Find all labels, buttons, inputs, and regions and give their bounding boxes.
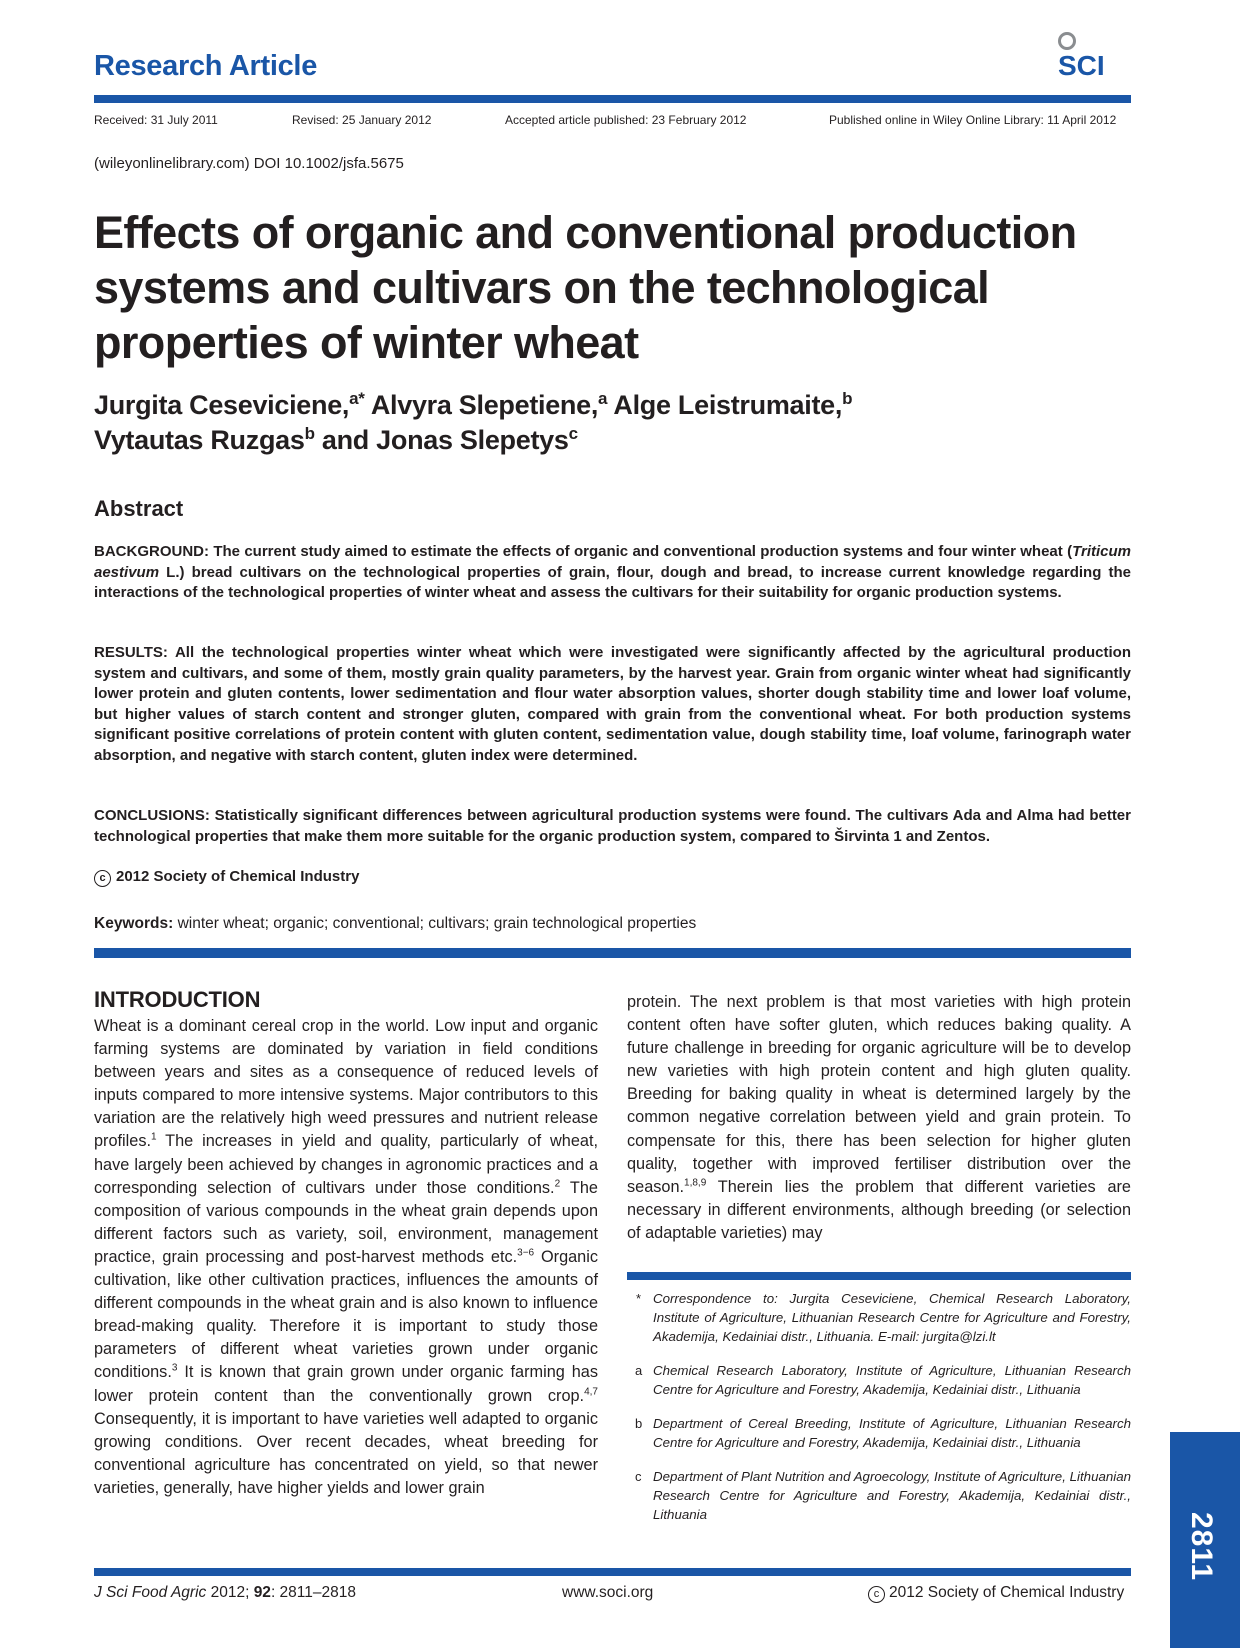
body-text: Wheat is a dominant cereal crop in the world. Low input and organic farming systems are dominated by variation in field conditions between years and sites as a consequence of reduced levels of inputs compared to more intensive systems. Major contributors to this variation are the relatively high weed pressures and nutrient release profiles. — [94, 1017, 598, 1151]
footnote-marker: c — [635, 1469, 642, 1484]
website-link[interactable]: www.soci.org — [562, 1584, 654, 1601]
received-date: Received: 31 July 2011 — [94, 113, 218, 127]
footnote-text: Correspondence to: Jurgita Ceseviciene, Chemical Research Laboratory, Institute of Agriculture, Lithuanian Research Centre for Agriculture and Forestry, Akademija, Kedainiai distr., Lithuania. E-mail: jurgita@lzi.lt — [653, 1291, 1131, 1344]
logo-ring-icon — [1058, 32, 1076, 50]
journal-year: 2012; — [206, 1584, 254, 1601]
citation-ref[interactable]: 3 — [171, 1362, 178, 1374]
article-type-heading: Research Article — [94, 50, 318, 82]
footnote-text: Department of Plant Nutrition and Agroecology, Institute of Agriculture, Lithuanian Research Centre for Agriculture and Forestry, Akademija, Kedainiai distr., Lithuania — [653, 1469, 1131, 1522]
results-label: RESULTS: — [94, 644, 168, 661]
author-name: and Jonas Slepetys — [321, 425, 569, 455]
header-rule — [94, 95, 1131, 103]
author-name: Alvyra Slepetiene, — [370, 390, 599, 420]
copyright-text: 2012 Society of Chemical Industry — [116, 868, 360, 885]
footnote-marker: b — [635, 1416, 643, 1431]
footnote-text: Department of Cereal Breeding, Institute of Agriculture, Lithuanian Research Centre for Agriculture and Forestry, Akademija, Kedainiai distr., Lithuania — [653, 1416, 1131, 1450]
body-text: The composition of various compounds in the wheat grain depends upon different factors such as variety, soil, environment, management practice, grain processing and post-harvest methods etc. — [94, 1178, 598, 1266]
footnote-rule — [627, 1272, 1131, 1280]
journal-citation — [94, 1584, 356, 1602]
body-text: Consequently, it is important to have varieties well adapted to organic growing conditions. Over recent decades, wheat breeding for conventional agriculture has concentrated on yield, so that newer varieties, generally, have higher yields and lower grain — [94, 1409, 598, 1497]
copyright-text: 2012 Society of Chemical Industry — [889, 1584, 1125, 1601]
journal-volume: 92 — [253, 1584, 271, 1601]
citation-ref[interactable]: 3−6 — [517, 1247, 535, 1259]
citation-ref[interactable]: 1 — [151, 1132, 157, 1144]
background-text-a: The current study aimed to estimate the effects of organic and conventional production systems and four winter wheat ( — [213, 543, 1073, 560]
footnote-marker: a — [635, 1363, 643, 1378]
journal-name: J Sci Food Agric — [94, 1584, 207, 1601]
abstract-heading: Abstract — [94, 496, 184, 521]
background-text-b: L.) bread cultivars on the technological properties of grain, flour, dough and bread, to increase current knowledge regarding the interactions of the technological properties of winter wheat and assess the cultivars for their suitability for organic production systems. — [94, 563, 1131, 601]
body-text: Therein lies the problem that different varieties are necessary in different environments, although breeding (or selection of adaptable varieties) may — [627, 1177, 1131, 1242]
author-name: Jurgita Ceseviciene, — [94, 390, 350, 420]
author-name: Vytautas Ruzgas — [94, 425, 305, 455]
sci-logo — [1052, 30, 1142, 82]
results-text: All the technological properties winter wheat which were investigated were significantly affected by the agricultural production system and cultivars, and some of them, mostly grain quality parameters, by the harvest year. Grain from organic winter wheat had significantly lower protein and gluten contents, lower sedimentation and flour water absorption values, shorter dough stability time and lower loaf volume, but higher values of starch content and stronger gluten, compared with grain from the conventional wheat. For both production systems significant positive correlations of protein content with gluten content, sedimentation value, dough stability time, loaf volume, farinograph water absorption, and negative with starch content, gluten index were determined. — [94, 644, 1131, 764]
abstract-background — [94, 542, 1131, 604]
introduction-left-column — [94, 1015, 598, 1500]
abstract-conclusions — [94, 806, 1131, 847]
abstract-results — [94, 643, 1131, 766]
author-name: Alge Leistrumaite, — [613, 390, 843, 420]
copyright-icon: c — [94, 870, 111, 887]
footnote-affiliation-a — [627, 1361, 1131, 1399]
introduction-heading: INTRODUCTION — [94, 987, 261, 1012]
revised-date: Revised: 25 January 2012 — [292, 113, 432, 127]
author-affiliation: c — [568, 424, 578, 443]
journal-pages: : 2811–2818 — [270, 1584, 356, 1601]
body-text: The increases in yield and quality, particularly of wheat, have largely been achieved by changes in agronomic practices and a corresponding selection of cultivars under those conditions. — [94, 1132, 598, 1197]
footnote-text: Chemical Research Laboratory, Institute of Agriculture, Lithuanian Research Centre for Agriculture and Forestry, Akademija, Kedainiai distr., Lithuania — [653, 1363, 1131, 1397]
body-text: protein. The next problem is that most varieties with high protein content often have softer gluten, which reduces baking quality. A future challenge in breeding for organic agriculture will be to develop new varieties with high protein content and high gluten quality. Breeding for baking quality in wheat is determined largely by the common negative correlation between yield and grain protein. To compensate for this, there has been selection for higher gluten quality, together with improved fertiliser distribution over the season. — [627, 993, 1131, 1196]
footer-rule — [94, 1568, 1131, 1576]
author-affiliation: a* — [349, 389, 365, 408]
page-number: 2811 — [1185, 1512, 1218, 1582]
published-date: Published online in Wiley Online Library: 11 April 2012 — [829, 113, 1117, 127]
background-label: BACKGROUND: — [94, 543, 209, 560]
keywords-text: winter wheat; organic; conventional; cultivars; grain technological properties — [177, 915, 697, 932]
footer-copyright — [868, 1584, 1124, 1603]
body-text: It is known that grain grown under organic farming has lower protein content than the conventionally grown crop. — [94, 1363, 598, 1405]
author-affiliation: a — [598, 389, 608, 408]
introduction-right-column — [627, 991, 1131, 1245]
footnote-affiliation-b — [627, 1414, 1131, 1452]
copyright-icon: c — [868, 1586, 885, 1603]
footnote-correspondence — [627, 1289, 1131, 1346]
keywords — [94, 915, 696, 933]
author-affiliation: b — [842, 389, 853, 408]
abstract-rule — [94, 948, 1131, 958]
author-affiliation: b — [304, 424, 315, 443]
conclusions-text: Statistically significant differences between agricultural production systems were found. The cultivars Ada and Alma had better technological properties that make them more suitable for the organic production system, compared to Širvinta 1 and Zentos. — [94, 807, 1131, 845]
citation-ref[interactable]: 1,8,9 — [684, 1177, 707, 1189]
author-list — [94, 388, 1144, 458]
body-text: Organic cultivation, like other cultivation practices, influences the amounts of different compounds in the wheat grain and is also known to influence bread-making quality. Therefore it is important to study those parameters of different wheat varieties grown under organic conditions. — [94, 1247, 598, 1382]
species-name: Triticum aestivum — [94, 543, 1131, 581]
doi-link[interactable]: (wileyonlinelibrary.com) DOI 10.1002/jsfa.5675 — [94, 155, 404, 172]
citation-ref[interactable]: 4,7 — [584, 1386, 598, 1398]
footnote-marker: * — [636, 1291, 642, 1306]
conclusions-label: CONCLUSIONS: — [94, 807, 210, 824]
abstract-copyright — [94, 868, 359, 887]
logo-text: SCI — [1058, 50, 1105, 81]
footnote-affiliation-c — [627, 1467, 1131, 1524]
citation-ref[interactable]: 2 — [554, 1178, 561, 1190]
accepted-date: Accepted article published: 23 February 2012 — [505, 113, 747, 127]
page-number-tab — [1170, 1432, 1240, 1648]
paper-title: Effects of organic and conventional production systems and cultivars on the technological properties of winter wheat — [94, 207, 1077, 368]
keywords-label: Keywords: — [94, 915, 174, 932]
